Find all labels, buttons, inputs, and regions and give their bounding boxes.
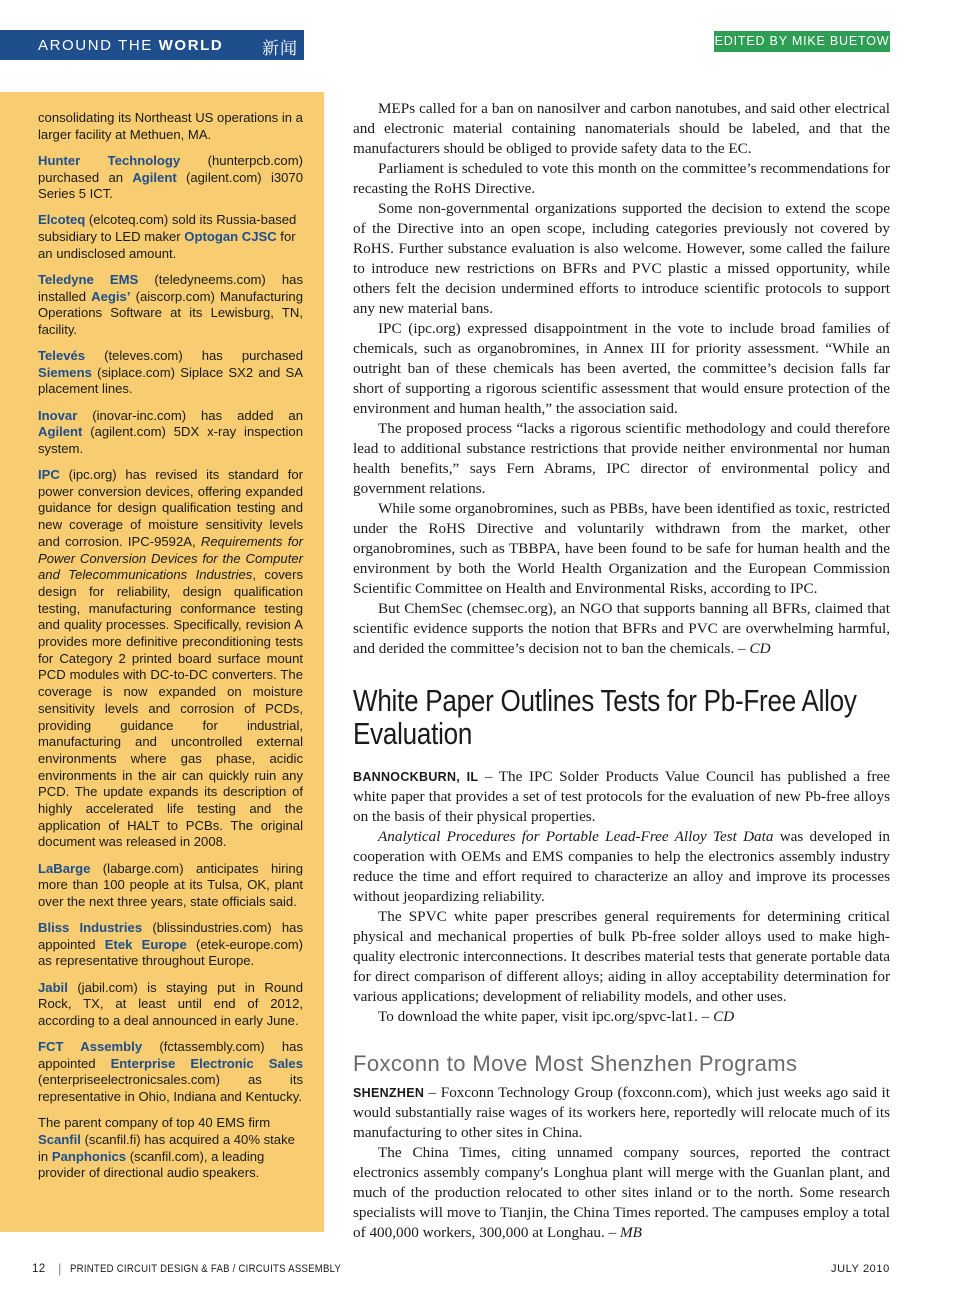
brief-text: (scanfil.com), a leading provider of directional audio speakers. bbox=[38, 1148, 265, 1181]
brief-item bbox=[38, 861, 303, 911]
company-name: Agilent bbox=[38, 424, 83, 440]
company-name: Televés bbox=[38, 348, 86, 363]
paragraph-text: – The IPC Solder Products Value Council has published a free white paper that provides a set of test protocols for the evaluation of new Pb-free alloys on the basis of their physical properties. bbox=[353, 768, 890, 825]
paragraph-text: But ChemSec (chemsec.org), an NGO that supports banning all BFRs, claimed that scientific evidence supports the notion that BFRs and PVC are overwhelming harmful, and derided the committee’s decision not to ban the chemicals. – bbox=[353, 600, 890, 657]
brief-text: (blissindustries.com) has appointed bbox=[38, 920, 304, 952]
news-briefs-list bbox=[38, 110, 303, 1191]
company-name: IPC bbox=[38, 467, 60, 482]
article-paragraph bbox=[353, 767, 890, 827]
article-foxconn bbox=[353, 1051, 890, 1243]
brief-item bbox=[38, 467, 303, 851]
company-name: Bliss Industries bbox=[38, 920, 143, 936]
dateline: BANNOCKBURN, IL bbox=[353, 770, 479, 784]
company-name: Inovar bbox=[38, 407, 78, 423]
article-headline: Foxconn to Move Most Shenzhen Programs bbox=[353, 1051, 798, 1076]
company-name: Enterprise Electronic Sales bbox=[110, 1055, 303, 1071]
brief-item bbox=[38, 980, 303, 1030]
author-initials: MB bbox=[620, 1224, 642, 1241]
paragraph-text: The China Times, citing unnamed company sources, reported the contract electronics assembly company's Longhua plant will merge with the Guanlan plant, and much of the production relocated to other sites inland or to the north. Some research specialists will move to Tianjin, the China Times reported. The campuses employ a total of 400,000 workers, 300,000 at Longhau. – bbox=[353, 1144, 890, 1241]
brief-text: (ipc.org) has revised its standard for power conversion devices, offering expanded guidance for design qualification testing and new coverage of moisture sensitivity levels and corrosion. IPC-9592A, bbox=[38, 467, 303, 549]
brief-text: (labarge.com) anticipates hiring more than 100 people at its Tulsa, OK, plant over the next three years, state officials said. bbox=[38, 860, 303, 909]
brief-item bbox=[38, 1115, 303, 1182]
brief-item bbox=[38, 920, 303, 970]
brief-text: for an undisclosed amount. bbox=[38, 229, 296, 261]
company-name: Agilent bbox=[132, 169, 177, 185]
company-name: Scanfil bbox=[38, 1131, 81, 1147]
publication-name: PRINTED CIRCUIT DESIGN & FAB / CIRCUITS ASSEMBLY bbox=[70, 1263, 342, 1275]
brief-item bbox=[38, 1039, 303, 1106]
dateline: SHENZHEN bbox=[353, 1086, 425, 1100]
editor-badge: EDITED BY MIKE BUETOW bbox=[714, 31, 890, 52]
brief-text: (enterpriseelectronicsales.com) as its representative in Ohio, Indiana and Kentucky. bbox=[38, 1072, 303, 1105]
section-header-band bbox=[0, 30, 304, 60]
article-paragraph: While some organobromines, such as PBBs, have been identified as toxic, restricted under the RoHS Directive and voluntarily withdrawn from the market, other organobromines, such as TBBPA, have been found to be safe for human health and the environment by both the World Health Organization and the European Commission Scientific Committee on Health and Environmental Risks, according to IPC. bbox=[353, 500, 890, 597]
company-name: Optogan CJSC bbox=[184, 229, 277, 244]
brief-text: The parent company of top 40 EMS firm bbox=[38, 1115, 271, 1131]
brief-text: , covers design for reliability, design qualification testing, manufacturing conformance testing and quality processes. Specifically, revision A provides more definitive preconditioning tests for Category 2 printed board surface mount PCD modules with DC-to-DC converters. The coverage is now expanded on moisture sensitivity levels and corrosion of PCDs, providing guidance for industrial, manufacturing and uncontrolled external environments where gas phase, acidic environments in the air can quickly ruin any PCD. The update expands its description of highly accelerated life testing and the application of HALT to PCBs. The original document was released in 2008. bbox=[38, 567, 303, 850]
brief-text: consolidating its Northeast US operations in a larger facility at Methuen, MA. bbox=[38, 110, 303, 142]
company-name: Aegis’ bbox=[91, 288, 131, 304]
company-name: Elcoteq bbox=[38, 212, 86, 228]
company-name: Jabil bbox=[38, 979, 68, 995]
page-number: 12 bbox=[32, 1263, 46, 1275]
article-paragraph: IPC (ipc.org) expressed disappointment in the vote to include broad families of chemicals, such as organobromines, in Annex III for priority assessment. “While an outright ban of these chemicals has been averted, the committee’s decision falls far short of supporting a rigorous scientific assessment that would ensure protection of the environment and human health,” the association said. bbox=[353, 320, 890, 417]
brief-text: (aiscorp.com) Manufacturing Operations Software at its Lewisburg, TN, facility. bbox=[38, 288, 303, 337]
brief-text: (teledyneems.com) has installed bbox=[38, 271, 303, 304]
brief-text: (siplace.com) Siplace SX2 and SA placement lines. bbox=[38, 364, 303, 397]
section-label-chinese: 新闻 bbox=[262, 39, 298, 58]
article-paragraph bbox=[353, 1007, 890, 1027]
brief-item bbox=[38, 348, 303, 398]
page-footer bbox=[0, 1262, 960, 1280]
company-name: LaBarge bbox=[38, 860, 91, 876]
brief-text: (scanfil.fi) has acquired a 40% stake in bbox=[38, 1131, 295, 1164]
brief-text: (hunterpcb.com) purchased an bbox=[38, 152, 303, 185]
article-paragraph bbox=[353, 827, 890, 907]
company-name: Etek Europe bbox=[104, 936, 187, 952]
brief-text: (agilent.com) 5DX x-ray inspection system. bbox=[38, 424, 303, 456]
section-label bbox=[38, 37, 223, 54]
brief-item bbox=[38, 153, 303, 203]
company-name: FCT Assembly bbox=[38, 1039, 143, 1055]
news-briefs-sidebar bbox=[0, 92, 324, 1232]
footer-separator: | bbox=[58, 1261, 62, 1276]
company-name: Hunter Technology bbox=[38, 152, 181, 168]
article-headline: White Paper Outlines Tests for Pb-Free Alloy Evaluation bbox=[353, 683, 857, 751]
company-name: Teledyne EMS bbox=[38, 271, 139, 287]
company-name: Panphonics bbox=[51, 1148, 127, 1164]
article-paragraph: Parliament is scheduled to vote this month on the committee’s recommendations for recasting the RoHS Directive. bbox=[353, 160, 890, 197]
section-label-bold: WORLD bbox=[158, 36, 224, 54]
issue-date: JULY 2010 bbox=[831, 1263, 890, 1275]
article-paragraph bbox=[353, 1083, 890, 1143]
brief-item bbox=[38, 212, 303, 262]
paragraph-text: – Foxconn Technology Group (foxconn.com), which just weeks ago said it would substantially raise wages of its workers here, reportedly will relocate much of its manufacturing to other sites in China. bbox=[353, 1084, 890, 1141]
author-initials: CD bbox=[713, 1008, 735, 1025]
brief-text: (jabil.com) is staying put in Round Rock, TX, at least until end of 2012, according to a deal announced in early June. bbox=[38, 979, 303, 1028]
main-column bbox=[353, 99, 890, 1243]
brief-text: (etek-europe.com) as representative throughout Europe. bbox=[38, 936, 303, 969]
brief-text: (televes.com) has purchased bbox=[85, 348, 303, 363]
brief-item bbox=[38, 408, 303, 458]
article-paragraph: Some non-governmental organizations supported the decision to extend the scope of the Directive into an open scope, including categories previously not covered by RoHS. Further substance evaluation is also welcome. However, some called the failure to introduce new restrictions on BFRs and PVC plastic a missed opportunity, while others felt the decision undermined efforts to introduce scientific protocols to support any new material bans. bbox=[353, 200, 890, 317]
standard-title: Requirements for Power Conversion Devices for the Computer and Telecommunications Industries bbox=[38, 533, 303, 583]
company-name: Siemens bbox=[38, 364, 92, 380]
article-paragraph: MEPs called for a ban on nanosilver and carbon nanotubes, and said other electrical and electronic material containing nanomaterials should be labeled, and that the manufacturers should be obliged to provide safety data to the EC. bbox=[353, 100, 890, 157]
article-paragraph: The proposed process “lacks a rigorous scientific methodology and could therefore lead to additional substance restrictions that provide neither environmental nor human health benefits,” says Fern Abrams, IPC director of environmental policy and government relations. bbox=[353, 420, 890, 497]
article-paragraph bbox=[353, 1143, 890, 1243]
article-white-paper bbox=[353, 684, 890, 1027]
article-rohs bbox=[353, 99, 890, 659]
document-title: Analytical Procedures for Portable Lead-Free Alloy Test Data bbox=[378, 828, 774, 845]
article-paragraph: The SPVC white paper prescribes general requirements for determining critical physical and mechanical properties of bulk Pb-free solder alloys used to make high-quality electronic interconnections. It describes material tests that generate portable data for direct comparison of different alloys; aiding in alloy acceptability determination for various applications; development of reliability models, and other uses. bbox=[353, 908, 890, 1005]
paragraph-text: To download the white paper, visit ipc.org/spvc-lat1. – bbox=[378, 1008, 714, 1025]
section-label-prefix: AROUND THE bbox=[38, 36, 159, 54]
brief-text: (elcoteq.com) sold its Russia-based subsidiary to LED maker bbox=[38, 212, 297, 244]
brief-text: (agilent.com) i3070 Series 5 ICT. bbox=[38, 169, 303, 202]
brief-text: (inovar-inc.com) has added an bbox=[77, 407, 303, 423]
brief-text: (fctassembly.com) has appointed bbox=[38, 1039, 304, 1071]
brief-item bbox=[38, 272, 303, 339]
paragraph-text: was developed in cooperation with OEMs and EMS companies to help the electronics assembly industry reduce the time and effort required to characterize an alloy and improve its processes without jeopardizing reliability. bbox=[353, 828, 891, 905]
article-paragraph bbox=[353, 599, 890, 659]
brief-item bbox=[38, 110, 303, 143]
author-initials: CD bbox=[749, 640, 771, 657]
